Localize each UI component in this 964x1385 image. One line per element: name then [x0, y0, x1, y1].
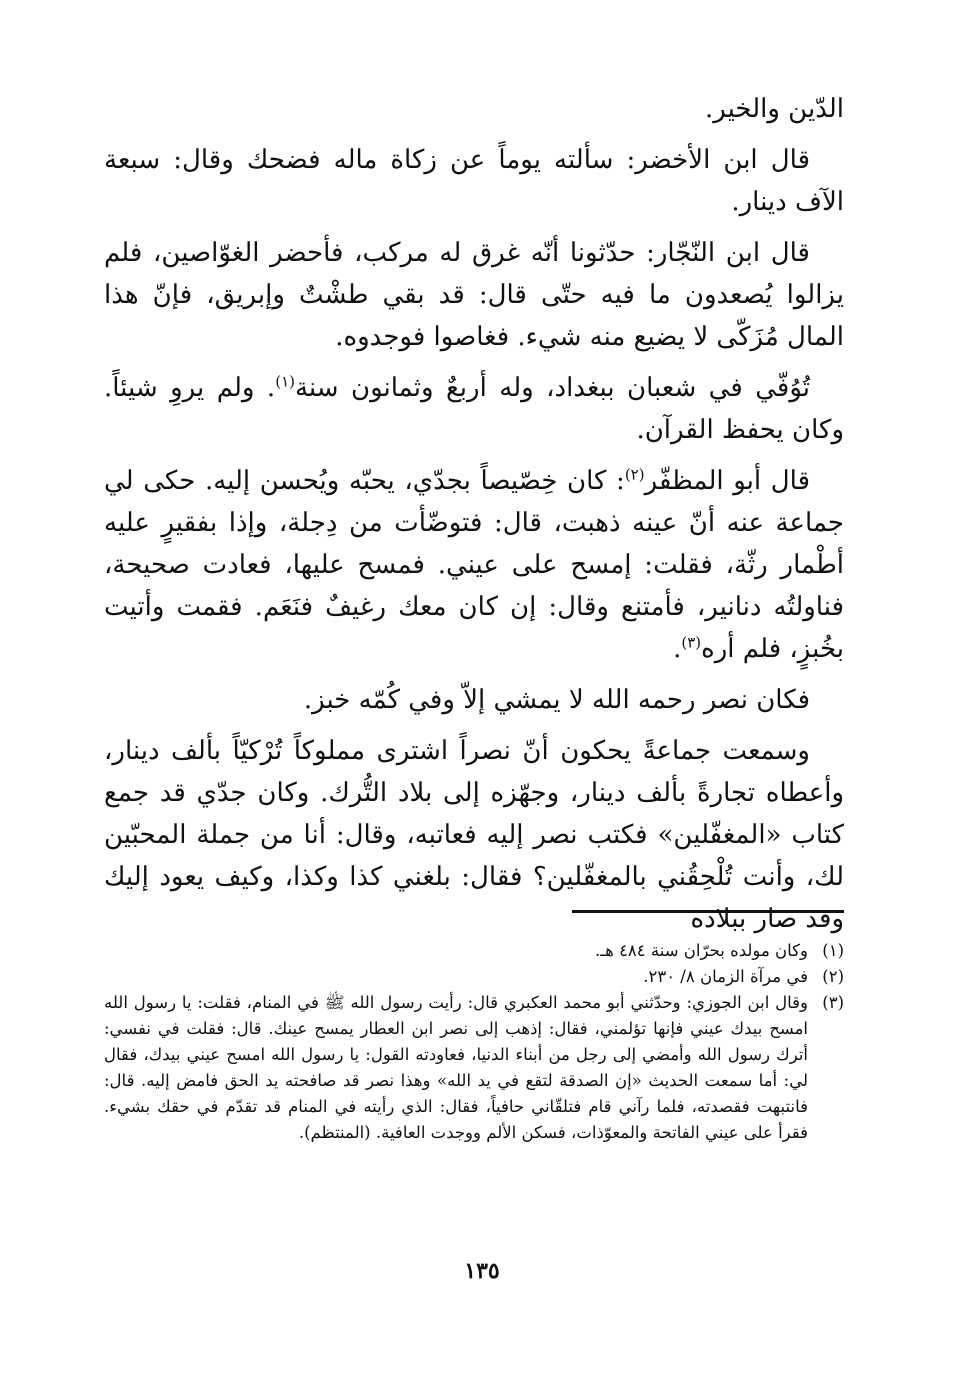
page-body — [104, 88, 844, 949]
paragraph: قال ابن النّجّار: حدّثونا أنّه غرق له مركب، فأحضر الغوّاصين، فلم يزالوا يُصعدون ما فيه حتّى قال: قد بقي طشْتٌ وإبريق، فإنّ هذا المال مُزَكّى لا يضيع منه شيء. فغاصوا فوجدوه. — [104, 238, 844, 352]
paragraph — [104, 367, 844, 451]
footnote-text: وكان مولده بحرّان سنة ٤٨٤ هـ. — [595, 941, 808, 960]
paragraph-text: تُوُفّي في شعبان ببغداد، وله أربعٌ وثمانون سنة — [294, 373, 810, 403]
footnote-number: (٢) — [822, 967, 844, 986]
footnote-number: (٣) — [822, 993, 844, 1012]
paragraph: الدّين والخير. — [704, 94, 844, 124]
paragraph-text: قال أبو المظفّر — [644, 466, 810, 496]
paragraph-text: : كان خِصّيصاً بجدّي، يحبّه ويُحسن إليه. حكى لي جماعة عنه أنّ عينه ذهبت، قال: فتوضّأت من دِجلة، وإذا بفقيرٍ عليه أطْمار رثّة، فقلت: إمسح على عيني. فمسح عليها، فعادت صحيحة، فناولتُه دنانير، فأمتنع وقال: إن كان معك رغيفٌ فنَعَم. فقمت وأتيت بخُبزٍ، فلم أره — [104, 466, 844, 664]
footnote-number: (١) — [822, 941, 844, 960]
footnote — [104, 938, 844, 964]
footnote — [104, 964, 844, 990]
footnote-reference: (٣) — [681, 633, 702, 652]
footnote-text: في مرآة الزمان ٨/ ٢٣٠. — [643, 967, 808, 986]
paragraph-text: . — [673, 634, 682, 664]
footnote-separator — [572, 910, 844, 913]
footnotes — [104, 938, 844, 1146]
paragraph: فكان نصر رحمه الله لا يمشي إلاّ وفي كُمّه خبز. — [303, 685, 810, 715]
paragraph-text: . ولم يروِ شيئاً. وكان يحفظ القرآن. — [104, 373, 844, 445]
footnote — [104, 990, 844, 1146]
footnote-text: وقال ابن الجوزي: وحدّثني أبو محمد العكبري قال: رأيت رسول الله ﷺ في المنام، فقلت: يا رسول الله امسح بيدك عيني فإنها تؤلمني، فقال: إذهب إلى نصر ابن العطار يمسح عينك. قال: فقلت في نفسي: أترك رسول الله وأمضي إلى رجل من أبناء الدنيا، فعاودته القول: يا رسول الله امسح عيني بيدك، فقال لي: أما سمعت الحديث «إن الصدقة لتقع في يد الله» وهذا نصر قد صافحته يد الحق فامض إليه. قال: فانتبهت فقصدته، فلما رآني قام فتلقّاني حافياً، فقال: الذي رأيته في المنام قد تقدّم في حقك بشيء. فقرأ على عيني الفاتحة والمعوّذات، فسكن الألم ووجدت العافية. (المنتظم). — [104, 993, 808, 1142]
paragraph: وسمعت جماعةً يحكون أنّ نصراً اشترى مملوكاً تُرْكيّاً بألف دينار، وأعطاه تجارةً بألف دينار، وجهّزه إلى بلاد التُّرك. وكان جدّي قد جمع كتاب «المغفّلين» فكتب نصر إليه فعاتبه، وقال: أنا من جملة المحبّين لك، وأنت تُلْحِقُني بالمغفّلين؟ فقال: بلغني كذا وكذا، وكيف يعود إليك وقد صار ببلاده — [104, 736, 844, 934]
footnote-reference: (٢) — [624, 465, 645, 484]
page-number: ١٣٥ — [464, 1258, 500, 1284]
main-text — [104, 88, 844, 940]
footnote-reference: (١) — [275, 372, 295, 391]
paragraph — [104, 460, 844, 670]
paragraph: قال ابن الأخضر: سألته يوماً عن زكاة ماله فضحك وقال: سبعة الآف دينار. — [104, 145, 844, 217]
